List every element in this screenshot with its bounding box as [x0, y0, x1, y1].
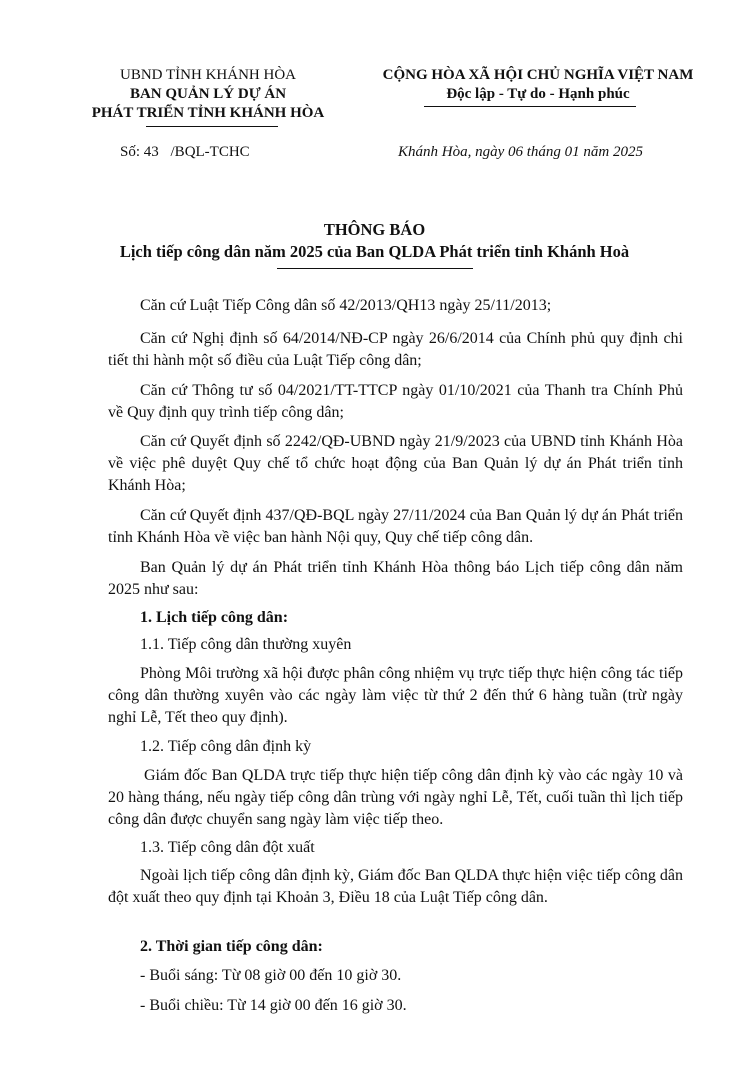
date-year: năm 2025: [583, 144, 644, 160]
regular-reception-paragraph: Phòng Môi trường xã hội được phân công nhiệm vụ trực tiếp thực hiện công tác tiếp công dân thường xuyên vào các ngày làm việc từ thứ 2 đến thứ 6 hàng tuần (trừ ngày nghỉ Lễ, Tết theo quy định).: [108, 665, 683, 726]
basis-paragraph-1: Căn cứ Luật Tiếp Công dân số 42/2013/QH13 ngày 25/11/2013;: [140, 297, 552, 314]
number-value: 43: [143, 144, 159, 160]
country-name: CỘNG HÒA XÃ HỘI CHỦ NGHĨA VIỆT NAM: [382, 67, 694, 83]
subsection-1-2: 1.2. Tiếp công dân định kỳ: [140, 738, 312, 755]
basis-paragraph-2: Căn cứ Nghị định số 64/2014/NĐ-CP ngày 26/6/2014 của Chính phủ quy định chi tiết thi hành một số điều của Luật Tiếp công dân;: [108, 330, 683, 369]
motto-underline: [424, 106, 636, 107]
adhoc-reception-paragraph: Ngoài lịch tiếp công dân định kỳ, Giám đốc Ban QLDA thực hiện việc tiếp công dân đột xuất theo quy định tại Khoản 3, Điều 18 của Luật Tiếp công dân.: [108, 867, 683, 906]
periodic-reception-paragraph: Giám đốc Ban QLDA trực tiếp thực hiện tiếp công dân định kỳ vào các ngày 10 và 20 hàng tháng, nếu ngày tiếp công dân trùng với ngày nghỉ Lễ, Tết, cuối tuần thì lịch tiếp công dân được chuyển sang ngày làm việc tiếp theo.: [108, 767, 683, 828]
document-subtitle: Lịch tiếp công dân năm 2025 của Ban QLDA Phát triển tỉnh Khánh Hoà: [119, 242, 630, 261]
morning-hours: - Buổi sáng: Từ 08 giờ 00 đến 10 giờ 30.: [140, 967, 402, 984]
document-date: [398, 144, 643, 161]
number-prefix: Số:: [120, 144, 141, 160]
date-month: 01: [564, 144, 580, 160]
subsection-1-3: 1.3. Tiếp công dân đột xuất: [140, 839, 315, 856]
issuer-name-line2: PHÁT TRIỂN TỈNH KHÁNH HÒA: [91, 105, 325, 121]
document-title: THÔNG BÁO: [323, 220, 426, 239]
title-underline: [277, 268, 473, 269]
subsection-1-1: 1.1. Tiếp công dân thường xuyên: [140, 636, 352, 653]
intro-paragraph: Ban Quản lý dự án Phát triển tỉnh Khánh Hòa thông báo Lịch tiếp công dân năm 2025 như sau:: [108, 559, 683, 598]
basis-paragraph-3: Căn cứ Thông tư số 04/2021/TT-TTCP ngày 01/10/2021 của Thanh tra Chính Phủ về Quy định quy trình tiếp công dân;: [108, 382, 683, 421]
national-motto-block: [356, 66, 720, 104]
issuer-parent: UBND TỈNH KHÁNH HÒA: [120, 67, 296, 83]
date-month-word: tháng: [526, 144, 561, 160]
number-suffix: /BQL-TCHC: [170, 144, 250, 160]
motto: Độc lập - Tự do - Hạnh phúc: [446, 86, 630, 102]
afternoon-hours: - Buổi chiều: Từ 14 giờ 00 đến 16 giờ 30.: [140, 997, 407, 1014]
section-heading-2: 2. Thời gian tiếp công dân:: [140, 938, 323, 955]
issuer-block: [60, 66, 356, 123]
section-heading-1: 1. Lịch tiếp công dân:: [140, 609, 289, 626]
document-number: [120, 144, 250, 161]
issuer-underline: [146, 126, 278, 127]
basis-paragraph-5: Căn cứ Quyết định 437/QĐ-BQL ngày 27/11/2024 của Ban Quản lý dự án Phát triển tỉnh Khánh Hòa về việc ban hành Nội quy, Quy chế tiếp công dân.: [108, 507, 683, 546]
date-day: 06: [508, 144, 523, 160]
basis-paragraph-4: Căn cứ Quyết định số 2242/QĐ-UBND ngày 21/9/2023 của UBND tỉnh Khánh Hòa về việc phê duyệt Quy chế tổ chức hoạt động của Ban Quản lý dự án Phát triển tỉnh Khánh Hòa;: [108, 433, 683, 494]
issuer-name-line1: BAN QUẢN LÝ DỰ ÁN: [129, 86, 287, 102]
date-prefix: Khánh Hòa, ngày: [398, 144, 505, 160]
